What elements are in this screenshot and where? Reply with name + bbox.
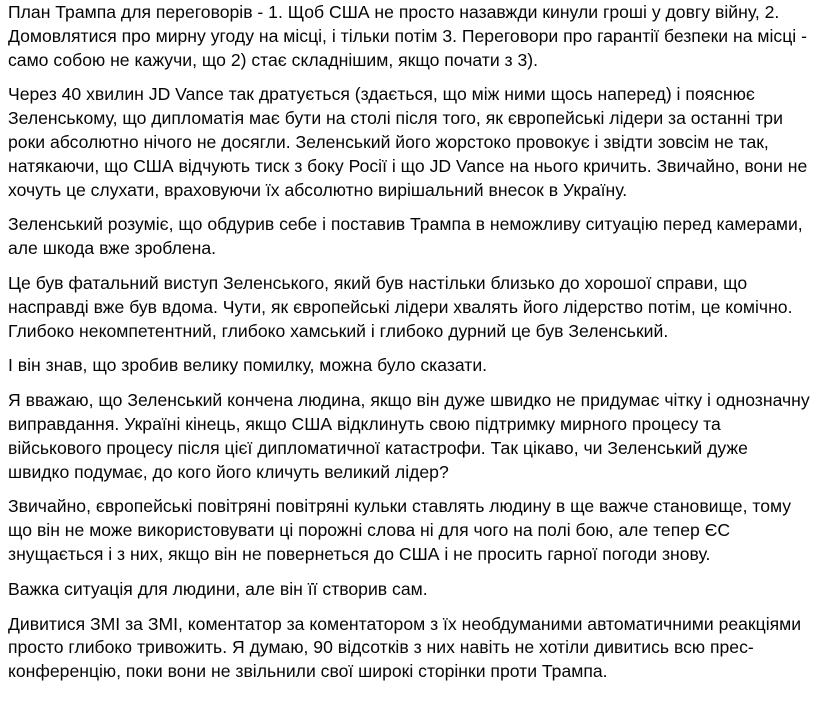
post-paragraph: Звичайно, європейські повітряні повітряні кульки ставлять людину в ще важче становище, тому що він не може використовувати ці порожні слова ні для чого на полі бою, але тепер ЄС знущається і з них, якщо він не повернеться до США і не просить гарної погоди знову. bbox=[8, 496, 792, 564]
post-paragraph: Це був фатальний виступ Зеленського, який був настільки близько до хорошої справи, що насправді вже був вдома. Чути, як європейські лідери хвалять його лідерство потім, це комічно. Глибоко некомпетентний, глибоко хамський і глибоко дурний це був Зеленський. bbox=[8, 272, 793, 341]
post-paragraph: Зеленський розуміє, що обдурив себе і поставив Трампа в неможливу ситуацію перед камерами, але шкода вже зроблена. bbox=[8, 214, 803, 259]
post-paragraph: І він знав, що зробив велику помилку, можна було сказати. bbox=[8, 355, 488, 376]
post-paragraph: Через 40 хвилин JD Vance так дратується (здається, що між ними щось наперед) і пояснює Зеленському, що дипломатія має бути на столі після того, як європейські лідери за останні три роки абсолютно нічого не досягли. Зеленський його жорстоко провокує і звідти зовсім не так, натякаючи, що США відчують тиск з боку Росії і що JD Vance на нього кричить. Звичайно, вони не хочуть це слухати, враховуючи їх абсолютно вирішальний внесок в Україну. bbox=[8, 84, 808, 200]
post-paragraph: План Трампа для переговорів - 1. Щоб США не просто назавжди кинули гроші у довгу війну, 2. Домовлятися про мирну угоду на місці, і тільки потім 3. Переговори про гарантії безпеки на місці - само собою не кажучи, що 2) стає складнішим, якщо почати з 3). bbox=[8, 2, 807, 70]
post-text bbox=[8, 1, 811, 684]
post-paragraph: Дивитися ЗМІ за ЗМІ, коментатор за коментатором з їх необдуманими автоматичними реакціями просто глибоко тривожить. Я думаю, 90 відсотків з них навіть не хотіли дивитись всю прес-конференцію, поки вони не звільнили свої широкі сторінки проти Трампа. bbox=[8, 613, 802, 682]
post-paragraph: Я вважаю, що Зеленський кончена людина, якщо він дуже швидко не придумає чітку і однозначну виправдання. Україні кінець, якщо США відклинуть свою підтримку мирного процесу та військового процесу після цієї дипломатичної катастрофи. Так цікаво, чи Зеленський дуже швидко подумає, до кого його кличуть великий лідер? bbox=[8, 390, 810, 482]
post-paragraph: Важка ситуація для людини, але він її створив сам. bbox=[8, 578, 428, 599]
